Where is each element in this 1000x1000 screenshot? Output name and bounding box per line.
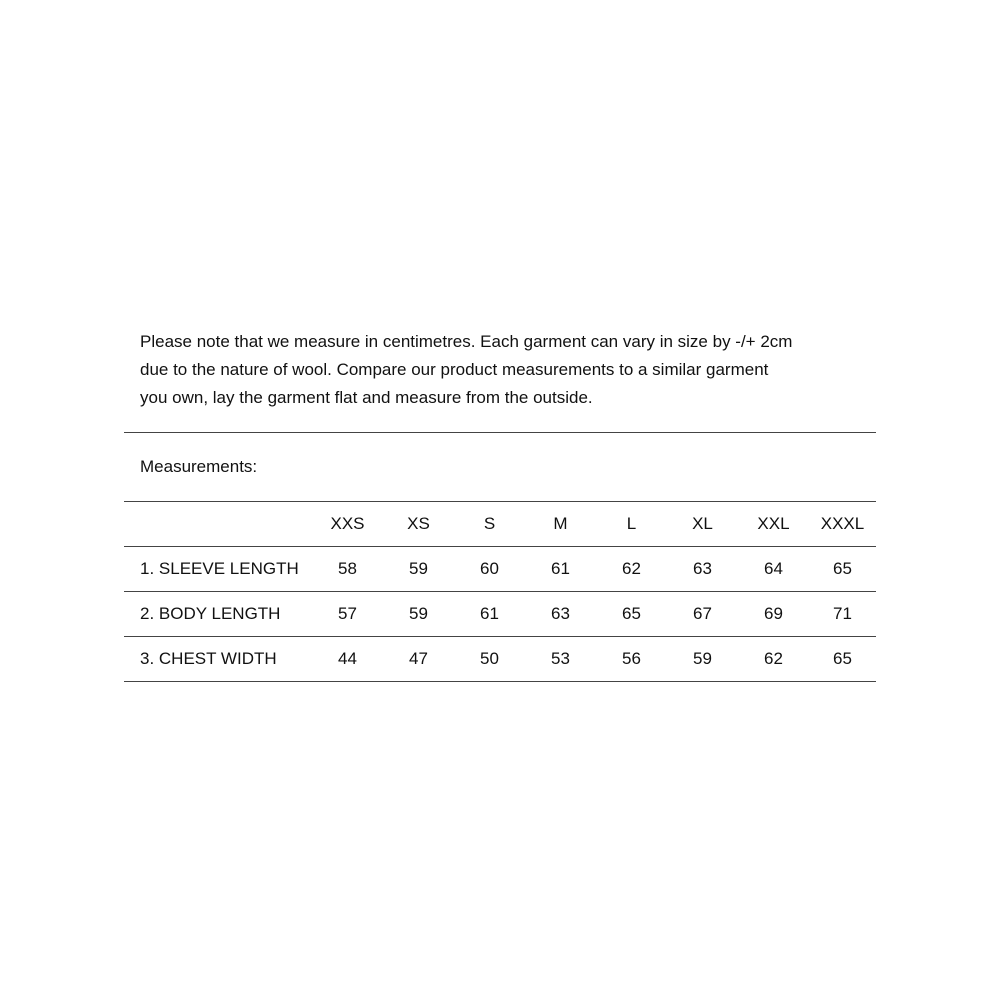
table-row (124, 547, 876, 592)
table-header-row (124, 502, 876, 547)
row-label: 3. CHEST WIDTH (124, 637, 312, 682)
table-cell: 59 (383, 592, 454, 637)
table-cell: 53 (525, 637, 596, 682)
table-cell: 59 (667, 637, 738, 682)
size-header: XXS (312, 502, 383, 547)
table-row (124, 637, 876, 682)
table-cell: 60 (454, 547, 525, 592)
table-cell: 62 (596, 547, 667, 592)
size-header: L (596, 502, 667, 547)
size-header: XXXL (809, 502, 876, 547)
table-cell: 59 (383, 547, 454, 592)
table-cell: 62 (738, 637, 809, 682)
intro-text (140, 328, 870, 412)
intro-line-1: Please note that we measure in centimetres. Each garment can vary in size by -/+ 2cm (140, 332, 793, 351)
header-label-cell (124, 502, 312, 547)
table-cell: 57 (312, 592, 383, 637)
size-header: XXL (738, 502, 809, 547)
table-cell: 65 (809, 637, 876, 682)
section-title: Measurements: (140, 457, 258, 476)
size-header: S (454, 502, 525, 547)
table-cell: 47 (383, 637, 454, 682)
table-cell: 44 (312, 637, 383, 682)
table-cell: 64 (738, 547, 809, 592)
table-cell: 71 (809, 592, 876, 637)
table-cell: 61 (525, 547, 596, 592)
table-row (124, 592, 876, 637)
table-cell: 50 (454, 637, 525, 682)
intro-line-2: due to the nature of wool. Compare our product measurements to a similar garment (140, 360, 769, 379)
table-cell: 65 (596, 592, 667, 637)
table-cell: 63 (667, 547, 738, 592)
row-label: 2. BODY LENGTH (124, 592, 312, 637)
table-cell: 63 (525, 592, 596, 637)
intro-line-3: you own, lay the garment flat and measure from the outside. (140, 388, 593, 407)
size-header: XS (383, 502, 454, 547)
table-cell: 56 (596, 637, 667, 682)
table-cell: 61 (454, 592, 525, 637)
size-table (124, 501, 876, 682)
table-cell: 67 (667, 592, 738, 637)
row-label: 1. SLEEVE LENGTH (124, 547, 312, 592)
table-cell: 69 (738, 592, 809, 637)
size-header: XL (667, 502, 738, 547)
table-cell: 58 (312, 547, 383, 592)
size-header: M (525, 502, 596, 547)
divider (124, 432, 876, 433)
table-cell: 65 (809, 547, 876, 592)
